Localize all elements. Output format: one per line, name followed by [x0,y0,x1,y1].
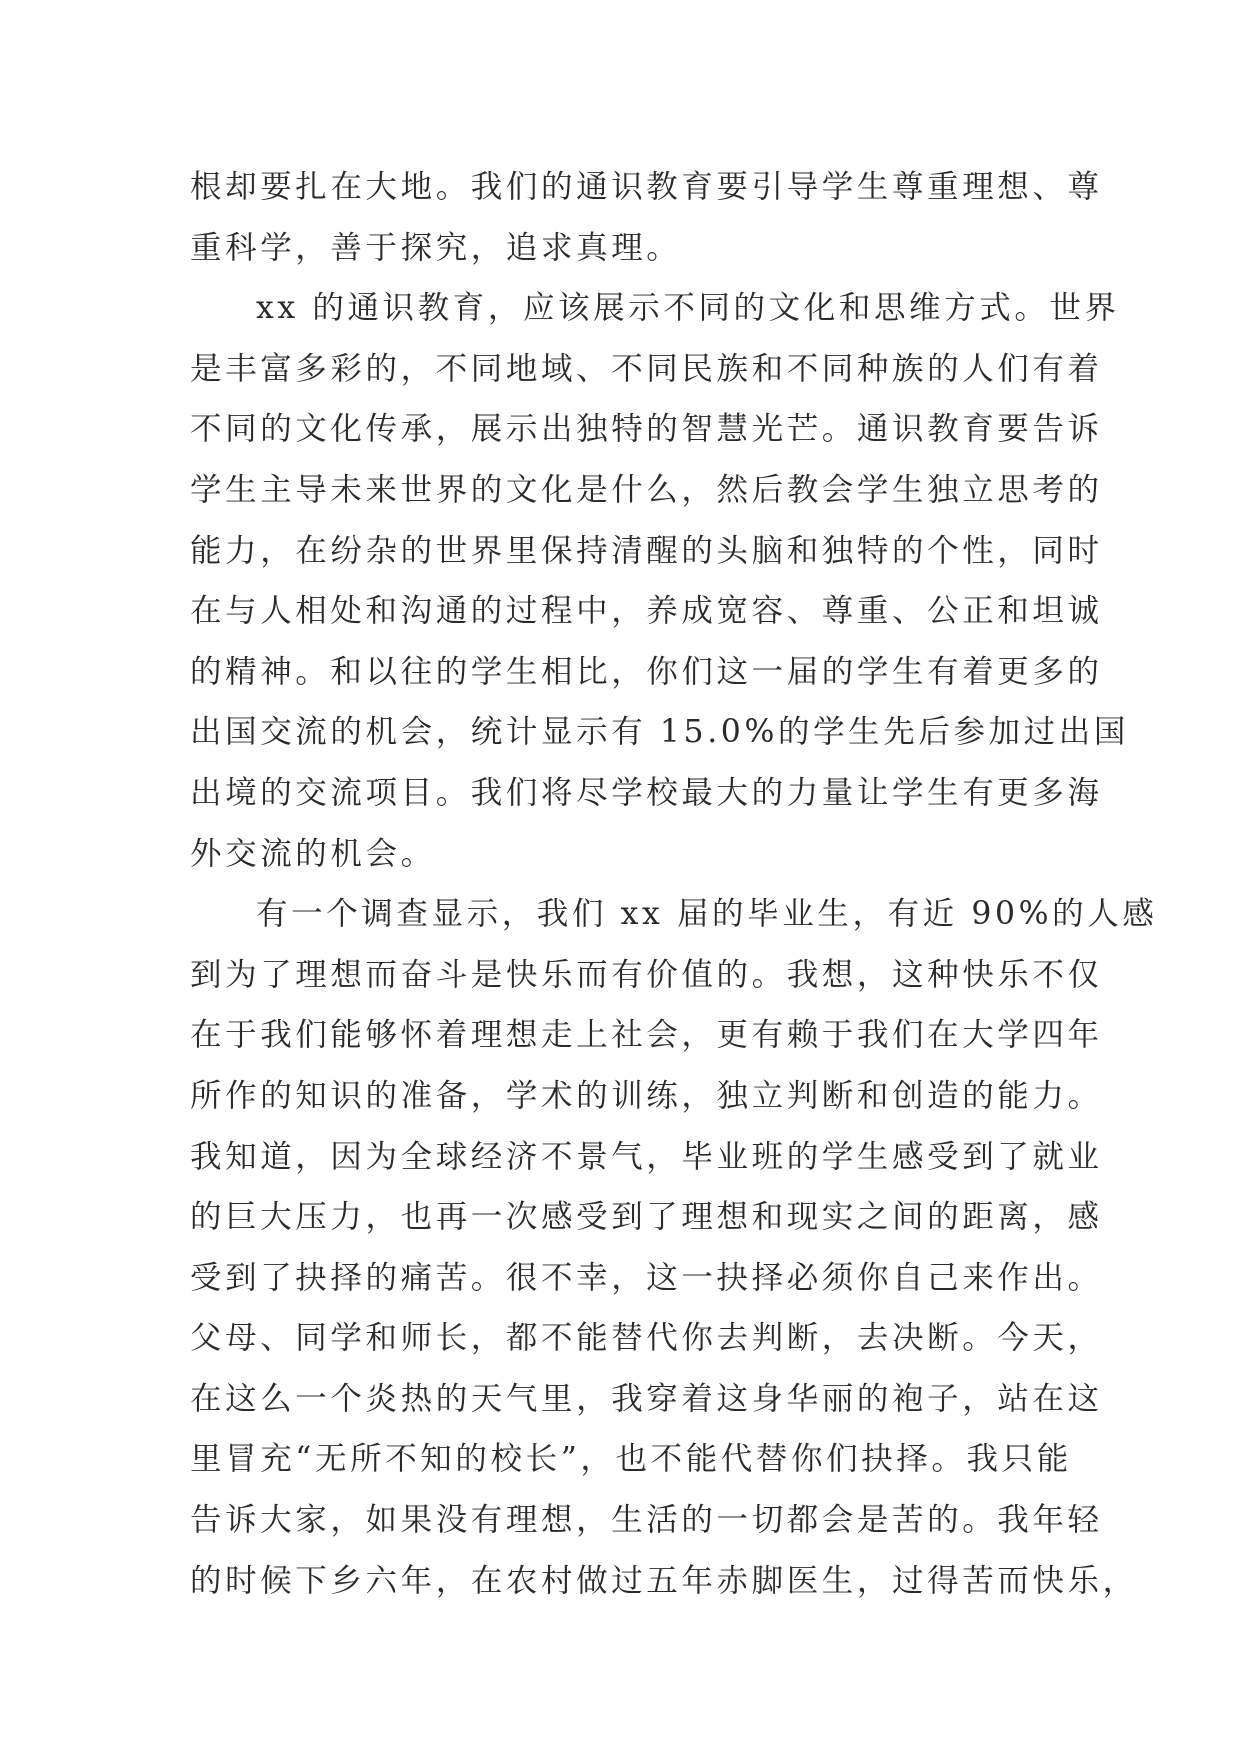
text-line: 出国交流的机会，统计显示有 15.0%的学生先后参加过出国 [190,714,1129,751]
text-line: 学生主导未来世界的文化是什么，然后教会学生独立思考的 [190,471,1103,508]
text-line: 重科学，善于探究，追求真理。 [190,229,682,266]
text-line: 到为了理想而奋斗是快乐而有价值的。我想，这种快乐不仅 [190,956,1103,993]
text-line: 告诉大家，如果没有理想，生活的一切都会是苦的。我年轻 [190,1502,1103,1539]
text-line: 能力，在纷杂的世界里保持清醒的头脑和独特的个性，同时 [190,532,1103,569]
text-line: 在与人相处和沟通的过程中，养成宽容、尊重、公正和坦诚 [190,593,1103,630]
text-line: 父母、同学和师长，都不能替代你去判断，去决断。今天， [190,1320,1103,1357]
paragraph-start-line: xx 的通识教育，应该展示不同的文化和思维方式。世界 [256,290,1120,327]
text-line: 出境的交流项目。我们将尽学校最大的力量让学生有更多海 [190,774,1103,811]
text-line: 我知道，因为全球经济不景气，毕业班的学生感受到了就业 [190,1138,1103,1175]
text-line: 所作的知识的准备，学术的训练，独立判断和创造的能力。 [190,1077,1103,1114]
text-line: 不同的文化传承，展示出独特的智慧光芒。通识教育要告诉 [190,411,1103,448]
text-line: 外交流的机会。 [190,835,436,872]
text-line: 的精神。和以往的学生相比，你们这一届的学生有着更多的 [190,653,1103,690]
text-line: 是丰富多彩的，不同地域、不同民族和不同种族的人们有着 [190,350,1103,387]
text-line: 里冒充“无所不知的校长”，也不能代替你们抉择。我只能 [190,1441,1072,1478]
text-line: 根却要扎在大地。我们的通识教育要引导学生尊重理想、尊 [190,169,1103,205]
text-line: 的时候下乡六年，在农村做过五年赤脚医生，过得苦而快乐， [190,1562,1138,1599]
text-line: 在于我们能够怀着理想走上社会，更有赖于我们在大学四年 [190,1017,1103,1054]
paragraph-start-line: 有一个调查显示，我们 xx 届的毕业生，有近 90%的人感 [256,896,1158,933]
body-text [190,157,1158,1611]
text-line: 在这么一个炎热的天气里，我穿着这身华丽的袍子，站在这 [190,1380,1103,1417]
text-line: 受到了抉择的痛苦。很不幸，这一抉择必须你自己来作出。 [190,1259,1103,1296]
text-line: 的巨大压力，也再一次感受到了理想和现实之间的距离，感 [190,1199,1103,1236]
